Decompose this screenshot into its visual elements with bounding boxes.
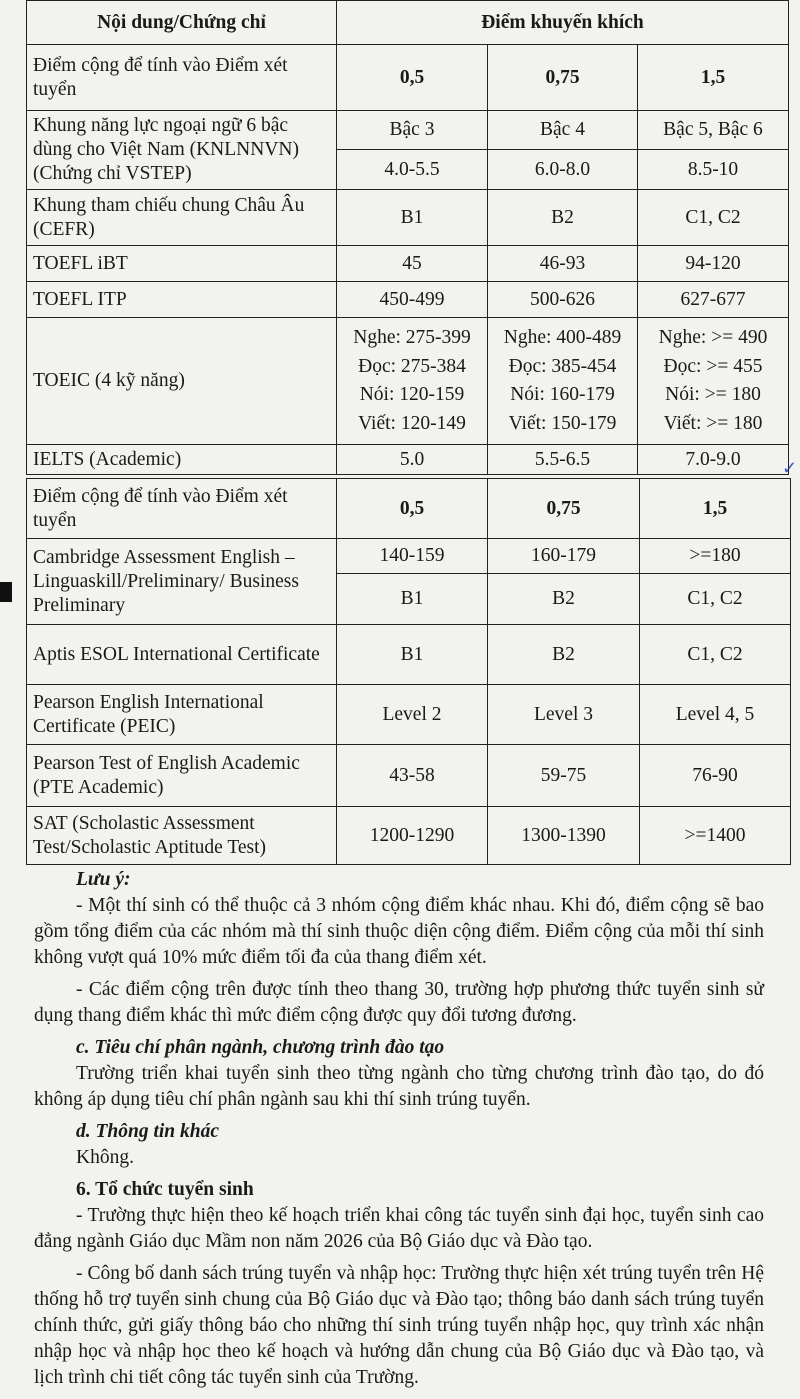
toeic-reading: Đọc: 275-384 — [358, 355, 466, 377]
table-row — [27, 318, 789, 445]
section-heading-d: d. Thông tin khác — [76, 1121, 220, 1142]
body-paragraph: - Công bố danh sách trúng tuyển và nhập học: Trường thực hiện xét trúng tuyển trên Hệ thống hỗ trợ tuyển sinh chung của Bộ Giáo dục và Đào tạo; thông báo danh sách trúng tuyển chính thức, gửi giấy thông báo cho những thí sinh trúng tuyển nhập học, quy trình xác nhận nhập học và nhập học theo kế hoạch và hướng dẫn chung của Bộ Giáo dục và Đào tạo, và lịch trình chi tiết công tác tuyển sinh của Trường. — [34, 1263, 764, 1388]
table-row — [27, 45, 789, 111]
row-label: Pearson Test of English Academic (PTE Academic) — [27, 745, 337, 807]
toeic-cell-level-1 — [337, 318, 488, 445]
toeic-cell-level-3 — [638, 318, 789, 445]
row-label: SAT (Scholastic Assessment Test/Scholastic Aptitude Test) — [27, 807, 337, 865]
cell-value: 160-179 — [488, 539, 640, 574]
table-row — [27, 246, 789, 282]
cell-value: B1 — [337, 574, 488, 625]
toeic-writing: Viết: 150-179 — [508, 412, 617, 434]
cell-value: 4.0-5.5 — [337, 150, 488, 190]
row-label: TOEFL ITP — [27, 282, 337, 318]
cell-value: 43-58 — [337, 745, 488, 807]
cell-value: 5.5-6.5 — [488, 445, 638, 475]
table-row — [27, 445, 789, 475]
cell-value: 7.0-9.0 — [638, 445, 789, 475]
table-row — [27, 807, 791, 865]
table-row — [27, 111, 789, 150]
row-label: Điểm cộng để tính vào Điểm xét tuyển — [27, 45, 337, 111]
table-row — [27, 282, 789, 318]
table-row — [27, 685, 791, 745]
toeic-listening: Nghe: 400-489 — [503, 327, 622, 348]
note-paragraph: - Các điểm cộng trên được tính theo thang 30, trường hợp phương thức tuyển sinh sử dụng thang điểm khác thì mức điểm cộng được quy đổi tương đương. — [34, 979, 764, 1026]
cell-value: 140-159 — [337, 539, 488, 574]
scan-edge-mark — [0, 582, 12, 602]
cell-value: 76-90 — [640, 745, 791, 807]
section-heading-c: c. Tiêu chí phân ngành, chương trình đào tạo — [76, 1037, 445, 1058]
cell-value: >=180 — [640, 539, 791, 574]
cell-value: 5.0 — [337, 445, 488, 475]
row-label: Khung năng lực ngoại ngữ 6 bậc dùng cho Việt Nam (KNLNNVN) (Chứng chỉ VSTEP) — [27, 111, 337, 190]
cell-value: 500-626 — [488, 282, 638, 318]
row-label: Điểm cộng để tính vào Điểm xét tuyển — [27, 479, 337, 539]
row-label: Aptis ESOL International Certificate — [27, 625, 337, 685]
table-row — [27, 190, 789, 246]
toeic-listening: Nghe: 275-399 — [353, 327, 471, 348]
cell-value: 46-93 — [488, 246, 638, 282]
cell-value: B2 — [488, 574, 640, 625]
cell-value: 1300-1390 — [488, 807, 640, 865]
cell-value: 94-120 — [638, 246, 789, 282]
cell-value: 627-677 — [638, 282, 789, 318]
header-content-certificate: Nội dung/Chứng chỉ — [27, 1, 337, 45]
cell-value: B1 — [337, 625, 488, 685]
cell-value: B2 — [488, 190, 638, 246]
cell-value: 0,75 — [488, 45, 638, 111]
cell-value: Bậc 3 — [337, 111, 488, 150]
cell-value: C1, C2 — [638, 190, 789, 246]
toeic-reading: Đọc: >= 455 — [663, 355, 763, 377]
pen-check-mark: ✓ — [782, 458, 798, 478]
cell-value: 1200-1290 — [337, 807, 488, 865]
table-row — [27, 745, 791, 807]
cell-value: 0,75 — [488, 479, 640, 539]
cell-value: >=1400 — [640, 807, 791, 865]
cell-value: C1, C2 — [640, 574, 791, 625]
notes-section — [34, 867, 764, 1391]
row-label: Khung tham chiếu chung Châu Âu (CEFR) — [27, 190, 337, 246]
row-label: Cambridge Assessment English – Linguaskill/Preliminary/ Business Preliminary — [27, 539, 337, 625]
row-label: IELTS (Academic) — [27, 445, 337, 475]
bonus-points-table-2 — [26, 478, 791, 865]
row-label: TOEFL iBT — [27, 246, 337, 282]
toeic-writing: Viết: >= 180 — [663, 412, 763, 434]
cell-value: B1 — [337, 190, 488, 246]
cell-value: Level 2 — [337, 685, 488, 745]
section-heading-6: 6. Tổ chức tuyển sinh — [76, 1179, 254, 1200]
cell-value: Level 3 — [488, 685, 640, 745]
cell-value: 0,5 — [337, 45, 488, 111]
toeic-reading: Đọc: 385-454 — [508, 355, 617, 377]
table-row — [27, 479, 791, 539]
cell-value: 45 — [337, 246, 488, 282]
cell-value: C1, C2 — [640, 625, 791, 685]
cell-value: Bậc 4 — [488, 111, 638, 150]
toeic-listening: Nghe: >= 490 — [658, 327, 768, 348]
cell-value: B2 — [488, 625, 640, 685]
row-label: Pearson English International Certificate (PEIC) — [27, 685, 337, 745]
toeic-speaking: Nói: 160-179 — [510, 384, 615, 405]
cell-value: 450-499 — [337, 282, 488, 318]
body-paragraph: Không. — [76, 1147, 134, 1168]
body-paragraph: Trường triển khai tuyển sinh theo từng ngành cho từng chương trình đào tạo, do đó không áp dụng tiêu chí phân ngành sau khi thí sinh trúng tuyển. — [34, 1063, 764, 1110]
table-header-row — [27, 1, 789, 45]
cell-value: 0,5 — [337, 479, 488, 539]
header-bonus-points: Điểm khuyến khích — [337, 1, 789, 45]
cell-value: 1,5 — [640, 479, 791, 539]
note-paragraph: - Một thí sinh có thể thuộc cả 3 nhóm cộng điểm khác nhau. Khi đó, điểm cộng sẽ bao gồm tổng điểm của các nhóm mà thí sinh thuộc diện cộng điểm. Điểm cộng của mỗi thí sinh không vượt quá 10% mức điểm tối đa của thang điểm xét. — [34, 895, 764, 968]
bonus-points-table-1 — [26, 0, 789, 475]
cell-value: Bậc 5, Bậc 6 — [638, 111, 789, 150]
cell-value: Level 4, 5 — [640, 685, 791, 745]
toeic-cell-level-2 — [488, 318, 638, 445]
cell-value: 6.0-8.0 — [488, 150, 638, 190]
cell-value: 1,5 — [638, 45, 789, 111]
toeic-writing: Viết: 120-149 — [358, 412, 466, 434]
table-row — [27, 625, 791, 685]
cell-value: 8.5-10 — [638, 150, 789, 190]
note-heading: Lưu ý: — [76, 869, 131, 890]
row-label: TOEIC (4 kỹ năng) — [27, 318, 337, 445]
toeic-speaking: Nói: 120-159 — [359, 384, 465, 405]
toeic-speaking: Nói: >= 180 — [665, 384, 761, 405]
table-row — [27, 539, 791, 574]
body-paragraph: - Trường thực hiện theo kế hoạch triển khai công tác tuyển sinh đại học, tuyển sinh cao đẳng ngành Giáo dục Mầm non năm 2026 của Bộ Giáo dục và Đào tạo. — [34, 1205, 764, 1252]
cell-value: 59-75 — [488, 745, 640, 807]
